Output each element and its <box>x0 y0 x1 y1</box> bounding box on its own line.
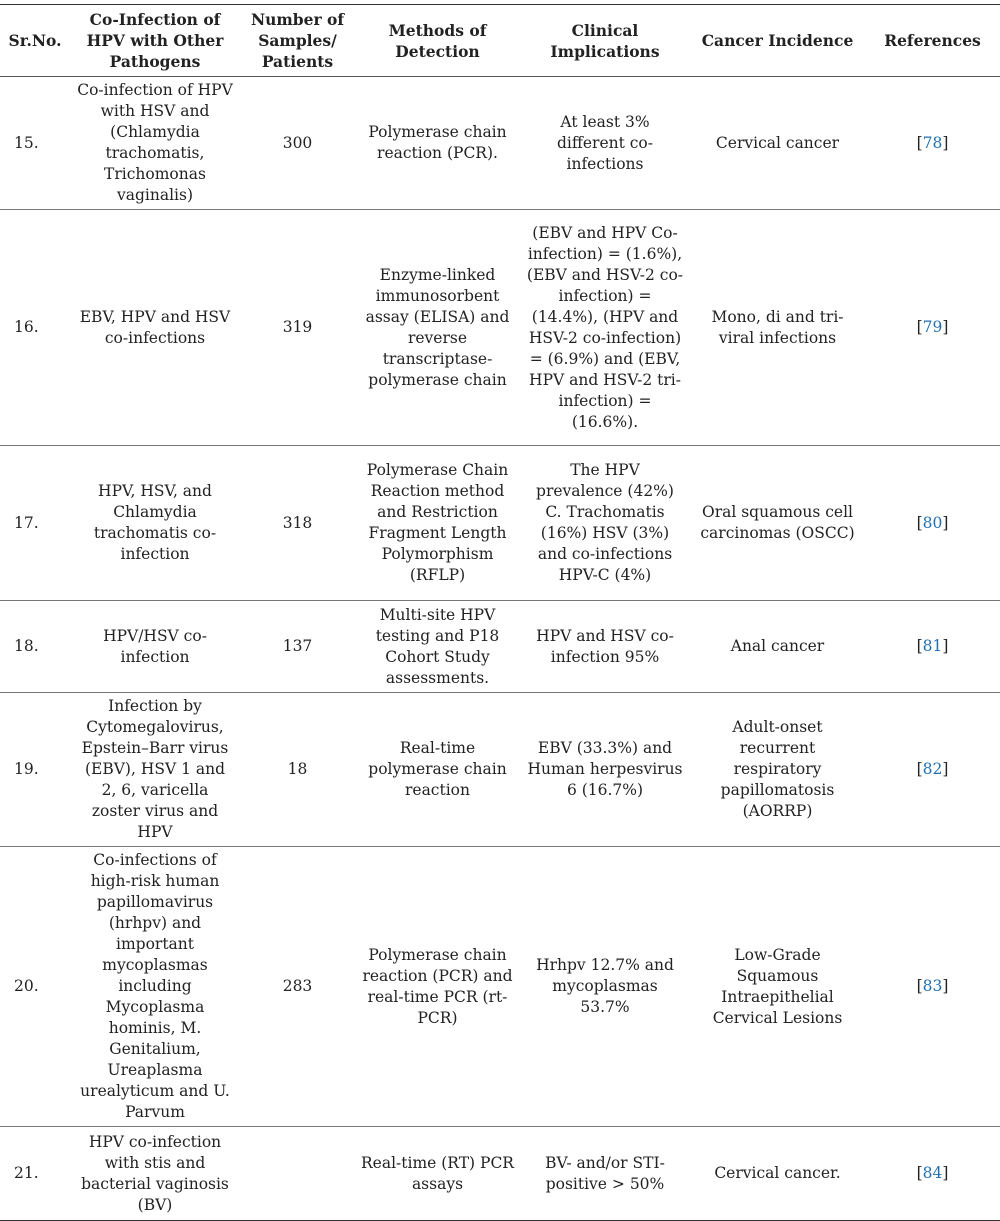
reference-link[interactable]: 84 <box>922 1164 943 1182</box>
table-row <box>0 847 1000 1127</box>
cell-cancer: Adult-onset recurrent respiratory papillomatosis (AORRP) <box>690 693 865 847</box>
cell-samples: 283 <box>240 847 355 1127</box>
cell-methods: Real-time (RT) PCR assays <box>355 1127 520 1221</box>
cell-cancer: Mono, di and tri-viral infections <box>690 210 865 446</box>
header-cancer: Cancer Incidence <box>690 5 865 77</box>
table-row <box>0 77 1000 210</box>
cell-sr: 19. <box>0 693 70 847</box>
cell-reference: [80] <box>865 446 1000 601</box>
cell-implications: (EBV and HPV Co-infection) = (1.6%), (EBV and HSV-2 co-infection) = (14.4%), (HPV and HSV-2 co-infection) = (6.9%) and (EBV, HPV and HSV-2 tri-infection) = (16.6%). <box>520 210 690 446</box>
table-row <box>0 210 1000 446</box>
cell-implications: HPV and HSV co-infection 95% <box>520 601 690 693</box>
cell-reference: [79] <box>865 210 1000 446</box>
header-row <box>0 5 1000 77</box>
cell-coinfection: Infection by Cytomegalovirus, Epstein–Barr virus (EBV), HSV 1 and 2, 6, varicella zoster virus and HPV <box>70 693 240 847</box>
cell-coinfection: HPV/HSV co-infection <box>70 601 240 693</box>
cell-coinfection: EBV, HPV and HSV co-infections <box>70 210 240 446</box>
table-row <box>0 601 1000 693</box>
header-references: References <box>865 5 1000 77</box>
cell-samples: 137 <box>240 601 355 693</box>
header-implications: Clinical Implications <box>520 5 690 77</box>
cell-methods: Polymerase chain reaction (PCR) and real-time PCR (rt-PCR) <box>355 847 520 1127</box>
cell-implications: BV- and/or STI-positive > 50% <box>520 1127 690 1221</box>
header-samples: Number of Samples/ Patients <box>240 5 355 77</box>
reference-link[interactable]: 80 <box>922 513 943 532</box>
coinfection-table <box>0 4 1000 1221</box>
header-coinfection: Co-Infection of HPV with Other Pathogens <box>70 5 240 77</box>
cell-cancer: Cervical cancer <box>690 77 865 210</box>
cell-methods: Enzyme-linked immunosorbent assay (ELISA) and reverse transcriptase-polymerase chain <box>355 210 520 446</box>
cell-reference: [82] <box>865 693 1000 847</box>
reference-link[interactable]: 78 <box>922 133 943 152</box>
cell-methods: Multi-site HPV testing and P18 Cohort Study assessments. <box>355 601 520 693</box>
cell-sr: 15. <box>0 77 70 210</box>
cell-reference: [83] <box>865 847 1000 1127</box>
cell-samples: 319 <box>240 210 355 446</box>
header-sr: Sr.No. <box>0 5 70 77</box>
cell-samples: 300 <box>240 77 355 210</box>
reference-link[interactable]: 83 <box>922 977 943 995</box>
cell-sr: 18. <box>0 601 70 693</box>
table-row <box>0 693 1000 847</box>
cell-cancer: Oral squamous cell carcinomas (OSCC) <box>690 446 865 601</box>
cell-samples <box>240 1127 355 1221</box>
cell-coinfection: HPV, HSV, and Chlamydia trachomatis co-infection <box>70 446 240 601</box>
cell-coinfection: Co-infection of HPV with HSV and (Chlamydia trachomatis, Trichomonas vaginalis) <box>70 77 240 210</box>
cell-methods: Real-time polymerase chain reaction <box>355 693 520 847</box>
cell-samples: 318 <box>240 446 355 601</box>
cell-coinfection: HPV co-infection with stis and bacterial vaginosis (BV) <box>70 1127 240 1221</box>
cell-sr: 16. <box>0 210 70 446</box>
reference-link[interactable]: 79 <box>922 318 943 336</box>
cell-reference: [81] <box>865 601 1000 693</box>
cell-sr: 20. <box>0 847 70 1127</box>
cell-cancer: Low-Grade Squamous Intraepithelial Cervical Lesions <box>690 847 865 1127</box>
table-row <box>0 446 1000 601</box>
cell-coinfection: Co-infections of high-risk human papillomavirus (hrhpv) and important mycoplasmas including Mycoplasma hominis, M. Genitalium, Ureaplasma urealyticum and U. Parvum <box>70 847 240 1127</box>
cell-implications: Hrhpv 12.7% and mycoplasmas 53.7% <box>520 847 690 1127</box>
cell-samples: 18 <box>240 693 355 847</box>
cell-methods: Polymerase chain reaction (PCR). <box>355 77 520 210</box>
reference-link[interactable]: 81 <box>922 637 943 655</box>
reference-link[interactable]: 82 <box>922 760 943 778</box>
cell-sr: 21. <box>0 1127 70 1221</box>
header-methods: Methods of Detection <box>355 5 520 77</box>
cell-implications: EBV (33.3%) and Human herpesvirus 6 (16.7%) <box>520 693 690 847</box>
cell-implications: At least 3% different co-infections <box>520 77 690 210</box>
table-row <box>0 1127 1000 1221</box>
cell-reference: [78] <box>865 77 1000 210</box>
cell-sr: 17. <box>0 446 70 601</box>
cell-cancer: Anal cancer <box>690 601 865 693</box>
cell-reference: [84] <box>865 1127 1000 1221</box>
cell-cancer: Cervical cancer. <box>690 1127 865 1221</box>
cell-implications: The HPV prevalence (42%) C. Trachomatis (16%) HSV (3%) and co-infections HPV-C (4%) <box>520 446 690 601</box>
cell-methods: Polymerase Chain Reaction method and Restriction Fragment Length Polymorphism (RFLP) <box>355 446 520 601</box>
